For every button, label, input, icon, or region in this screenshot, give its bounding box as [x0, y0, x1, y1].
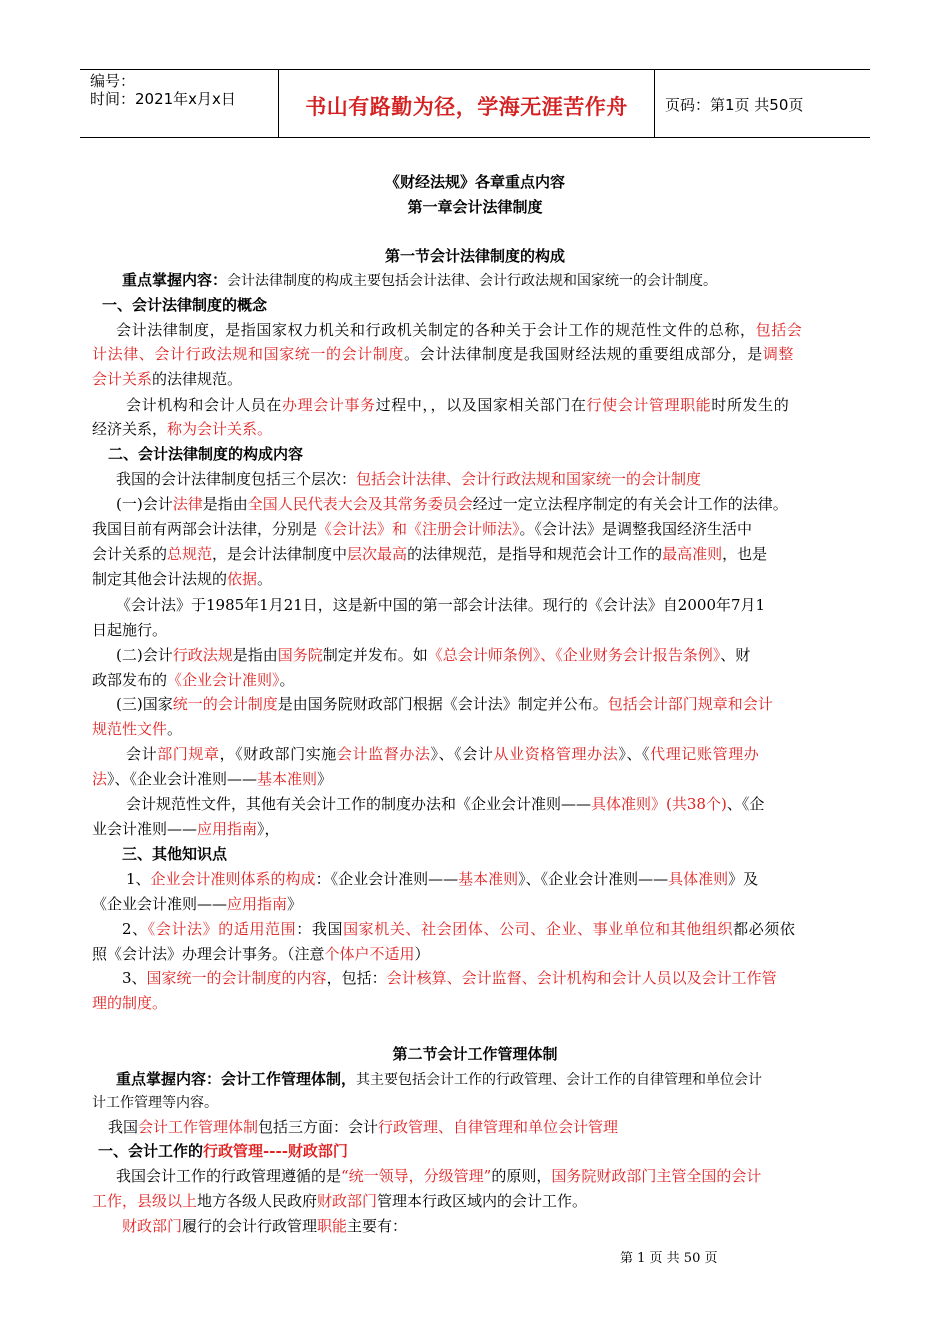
paragraph — [92, 1191, 587, 1211]
text-run: 我国的会计法律制度包括三个层次： — [116, 470, 357, 488]
list-item — [122, 968, 777, 988]
highlighted-text: 具体准则 — [591, 795, 652, 813]
highlighted-text: 会计关系 — [92, 370, 153, 388]
highlighted-text: 法律 — [172, 495, 203, 513]
text-run: 我国会计工作的行政管理遵循的是 — [116, 1167, 342, 1185]
text-run: 》， — [257, 820, 280, 838]
highlighted-text: 国务院财政部门主管全国的会计 — [551, 1167, 762, 1185]
highlighted-text: 统一的会计制度 — [172, 695, 278, 713]
text-run: 》、《企业会计准则—— — [518, 870, 669, 888]
motto: 书山有路勤为径，学海无涯苦作舟 — [305, 95, 628, 119]
highlighted-text: 个体户不适用 — [324, 945, 415, 963]
highlighted-text: 全国人民代表大会及其常务委员会 — [247, 495, 473, 513]
highlighted-text: 应用指南 — [197, 820, 258, 838]
paragraph — [126, 744, 759, 764]
highlighted-text: 行政管理、自律管理和单位会计管理 — [378, 1118, 619, 1136]
text-run: 会计规范性文件，其他有关会计工作的制度办法和《企业会计准则—— — [126, 795, 592, 813]
text-run: 。 — [257, 570, 273, 588]
text-run: 是由国务院财政部门根据《会计法》制定并公布。 — [277, 695, 608, 713]
chapter-title: 第一章会计法律制度 — [407, 198, 543, 216]
highlighted-text: 称为会计关系。 — [167, 420, 273, 438]
paragraph — [92, 544, 767, 564]
highlighted-text: 规范性文件 — [92, 720, 168, 738]
text-run: 》 — [287, 895, 303, 913]
text-run: 的法律规范，是指导和规范会计工作的 — [407, 545, 663, 563]
highlighted-text: 国家统一的会计制度的内容 — [146, 969, 327, 987]
section1-title: 第一节会计法律制度的构成 — [384, 247, 565, 265]
highlighted-text: 会计监督办法 — [336, 745, 431, 763]
section1-key-points — [122, 270, 717, 291]
highlighted-text: 《会计法》的适用范围 — [147, 920, 297, 938]
paragraph — [116, 469, 701, 489]
text-run: 》、《企业会计准则—— — [107, 770, 258, 788]
highlighted-text: 依据 — [227, 570, 258, 588]
list-item — [122, 919, 796, 939]
paragraph — [92, 719, 182, 739]
text-run: ，是会计法律制度中 — [212, 545, 348, 563]
highlighted-text: 国家机关、社会团体、公司、企业、事业单位和其他组织 — [343, 920, 734, 938]
highlighted-text: “统一领导，分级管理” — [341, 1167, 492, 1185]
text-run: ：我国 — [296, 920, 344, 938]
paragraph — [92, 769, 332, 789]
heading-structure: 二、会计法律制度的构成内容 — [108, 445, 304, 463]
text-run: 会计关系的 — [92, 545, 168, 563]
highlighted-text: 包括会 — [755, 321, 803, 339]
text-run: 过程中，，以及国家相关部门在 — [375, 396, 587, 414]
text-run: 我国 — [108, 1118, 139, 1136]
text-run: ：《企业会计准则—— — [315, 870, 459, 888]
text-run: 地方各级人民政府 — [197, 1192, 318, 1210]
text-run: 制定其他会计法规的 — [92, 570, 228, 588]
text-run: ，也是 — [722, 545, 768, 563]
page-count: 页码：第1页 共50页 — [665, 96, 804, 114]
list-item — [92, 894, 302, 914]
text-run: 的法律规范。 — [152, 370, 243, 388]
text-run: 、《企 — [726, 795, 765, 813]
text-run: 2、 — [122, 920, 148, 938]
text-run: 的原则， — [491, 1167, 552, 1185]
text-run: 时所发生的 — [711, 396, 790, 414]
text-run: (二)会计 — [116, 646, 173, 664]
highlighted-text: 会计核算、会计监督、会计机构和会计人员以及会计工作管 — [386, 969, 777, 987]
header-motto-cell — [279, 70, 655, 137]
page-footer: 第 1 页 共 50 页 — [620, 1251, 718, 1266]
highlighted-text: 《会计法》和《注册会计师法》 — [317, 520, 520, 538]
list-item — [92, 944, 430, 964]
section2-title: 第二节会计工作管理体制 — [392, 1045, 558, 1063]
document-title: 《财经法规》各章重点内容 — [384, 173, 565, 191]
highlighted-text: 调整 — [762, 345, 795, 363]
highlighted-text: 法 — [92, 770, 108, 788]
code-label: 编号： — [90, 72, 136, 90]
text-run: 。《会计法》是调整我国经济生活中 — [519, 520, 753, 538]
paragraph — [126, 395, 789, 415]
highlighted-text: 具体准则 — [668, 870, 729, 888]
heading-admin — [98, 1141, 348, 1161]
paragraph — [92, 519, 752, 539]
highlighted-text: 行使会计管理职能 — [586, 396, 712, 414]
highlighted-text: 代理记账管理办 — [650, 745, 760, 763]
text-run: 一、会计工作的 — [98, 1142, 204, 1160]
header-table — [80, 69, 870, 138]
highlighted-text: 行政法规 — [172, 646, 233, 664]
paragraph: 计工作管理等内容。 — [92, 1095, 218, 1111]
text-run: 主要有： — [347, 1217, 408, 1235]
highlighted-text: 基本准则 — [257, 770, 318, 788]
highlighted-text: 办理会计事务 — [282, 396, 376, 414]
highlighted-text: 企业会计准则体系的构成 — [150, 870, 316, 888]
list-item — [92, 993, 167, 1013]
text-run: ，包括： — [326, 969, 387, 987]
text-run: 会计机构和会计人员在 — [126, 396, 283, 414]
paragraph — [92, 819, 280, 839]
text-run: 》及 — [728, 870, 759, 888]
paragraph — [92, 344, 794, 364]
paragraph — [122, 1216, 407, 1236]
text-run: 会计法律制度，是指国家权力机关和行政机关制定的各种关于会计工作的规范性文件的总称， — [116, 321, 756, 339]
highlighted-text: 《总会计师条例》、《企业财务会计报告条例》 — [427, 646, 721, 664]
highlighted-text: 工作，县级以上 — [92, 1192, 198, 1210]
paragraph — [116, 494, 788, 514]
date-line: 时间：2021年x月x日 — [90, 90, 236, 108]
highlighted-text: 《企业会计准则》 — [167, 671, 280, 689]
highlighted-text: 职能 — [317, 1217, 348, 1235]
paragraph — [92, 369, 242, 389]
header-meta-cell — [80, 70, 279, 137]
paragraph: 《会计法》于1985年1月21日，这是新中国的第一部会计法律。现行的《会计法》自2000年7月1 — [116, 596, 766, 614]
paragraph — [126, 794, 764, 814]
highlighted-text: 财政部门 — [122, 1217, 183, 1235]
highlighted-text: 应用指南 — [227, 895, 288, 913]
text-run: 会计 — [126, 745, 158, 763]
text-run: 都必须依 — [733, 920, 796, 938]
text-run: 是指由 — [202, 495, 248, 513]
paragraph — [92, 569, 272, 589]
paragraph — [92, 670, 295, 690]
highlighted-text: 基本准则 — [458, 870, 519, 888]
text-run: 政部发布的 — [92, 671, 168, 689]
text-run: 1、 — [126, 870, 151, 888]
highlighted-text: 会计工作管理体制 — [138, 1118, 259, 1136]
text-run: 3、 — [122, 969, 147, 987]
text-run: (三)国家 — [116, 695, 173, 713]
text-run: 业会计准则—— — [92, 820, 198, 838]
highlighted-text: 包括会计法律、会计行政法规和国家统一的会计制度 — [356, 470, 702, 488]
text-run: 管理本行政区域内的会计工作。 — [377, 1192, 588, 1210]
paragraph — [116, 320, 802, 340]
paragraph — [92, 419, 272, 439]
text-run: 。会计法律制度是我国财经法规的重要组成部分，是 — [404, 345, 763, 363]
highlighted-text: 部门规章 — [157, 745, 220, 763]
highlighted-text: 最高准则 — [662, 545, 723, 563]
highlighted-text: 行政管理----财政部门 — [203, 1142, 348, 1160]
key-text: 其主要包括会计工作的行政管理、会计工作的自律管理和单位会计 — [356, 1072, 763, 1088]
highlighted-text: 总规范 — [167, 545, 213, 563]
paragraph — [116, 694, 773, 714]
text-run: 我国目前有两部会计法律，分别是 — [92, 520, 318, 538]
text-run: 》、《 — [618, 745, 651, 763]
key-text: 会计法律制度的构成主要包括会计法律、会计行政法规和国家统一的会计制度。 — [227, 273, 718, 289]
text-run: 》 — [317, 770, 333, 788]
text-run: ） — [414, 945, 430, 963]
text-run: ，《财政部门实施 — [219, 745, 337, 763]
text-run: 经济关系， — [92, 420, 168, 438]
highlighted-text: 》(共38个) — [651, 795, 727, 813]
highlighted-text: 国务院 — [277, 646, 323, 664]
list-item — [126, 869, 758, 889]
text-run: 。 — [167, 720, 183, 738]
highlighted-text: 包括会计部门规章和会计 — [607, 695, 773, 713]
text-run: 《企业会计准则—— — [92, 895, 228, 913]
text-run: 照《会计法》办理会计事务。（注意 — [92, 945, 325, 963]
paragraph — [108, 1117, 618, 1137]
highlighted-text: 层次最高 — [347, 545, 408, 563]
paragraph — [116, 645, 750, 665]
text-run: 、财 — [720, 646, 751, 664]
text-run: 制定并发布。如 — [322, 646, 428, 664]
text-run: 履行的会计行政管理 — [182, 1217, 318, 1235]
text-run: 经过一定立法程序制定的有关会计工作的法律。 — [472, 495, 788, 513]
highlighted-text: 理的制度。 — [92, 994, 168, 1012]
header-page-cell — [655, 70, 870, 137]
heading-concept: 一、会计法律制度的概念 — [102, 296, 268, 314]
section2-key-points — [116, 1069, 762, 1090]
text-run: 》、《会计 — [430, 745, 494, 763]
key-label: 重点掌握内容： — [122, 271, 228, 289]
heading-other: 三、其他知识点 — [122, 845, 228, 863]
key-label: 重点掌握内容：会计工作管理体制， — [116, 1070, 357, 1088]
highlighted-text: 从业资格管理办法 — [493, 745, 619, 763]
text-run: 包括三方面：会计 — [258, 1118, 379, 1136]
text-run: 。 — [279, 671, 295, 689]
text-run: 是指由 — [232, 646, 278, 664]
paragraph — [116, 1166, 761, 1186]
text-run: (一)会计 — [116, 495, 173, 513]
highlighted-text: 财政部门 — [317, 1192, 378, 1210]
paragraph: 日起施行。 — [92, 621, 168, 639]
highlighted-text: 计法律、会计行政法规和国家统一的会计制度 — [92, 345, 405, 363]
